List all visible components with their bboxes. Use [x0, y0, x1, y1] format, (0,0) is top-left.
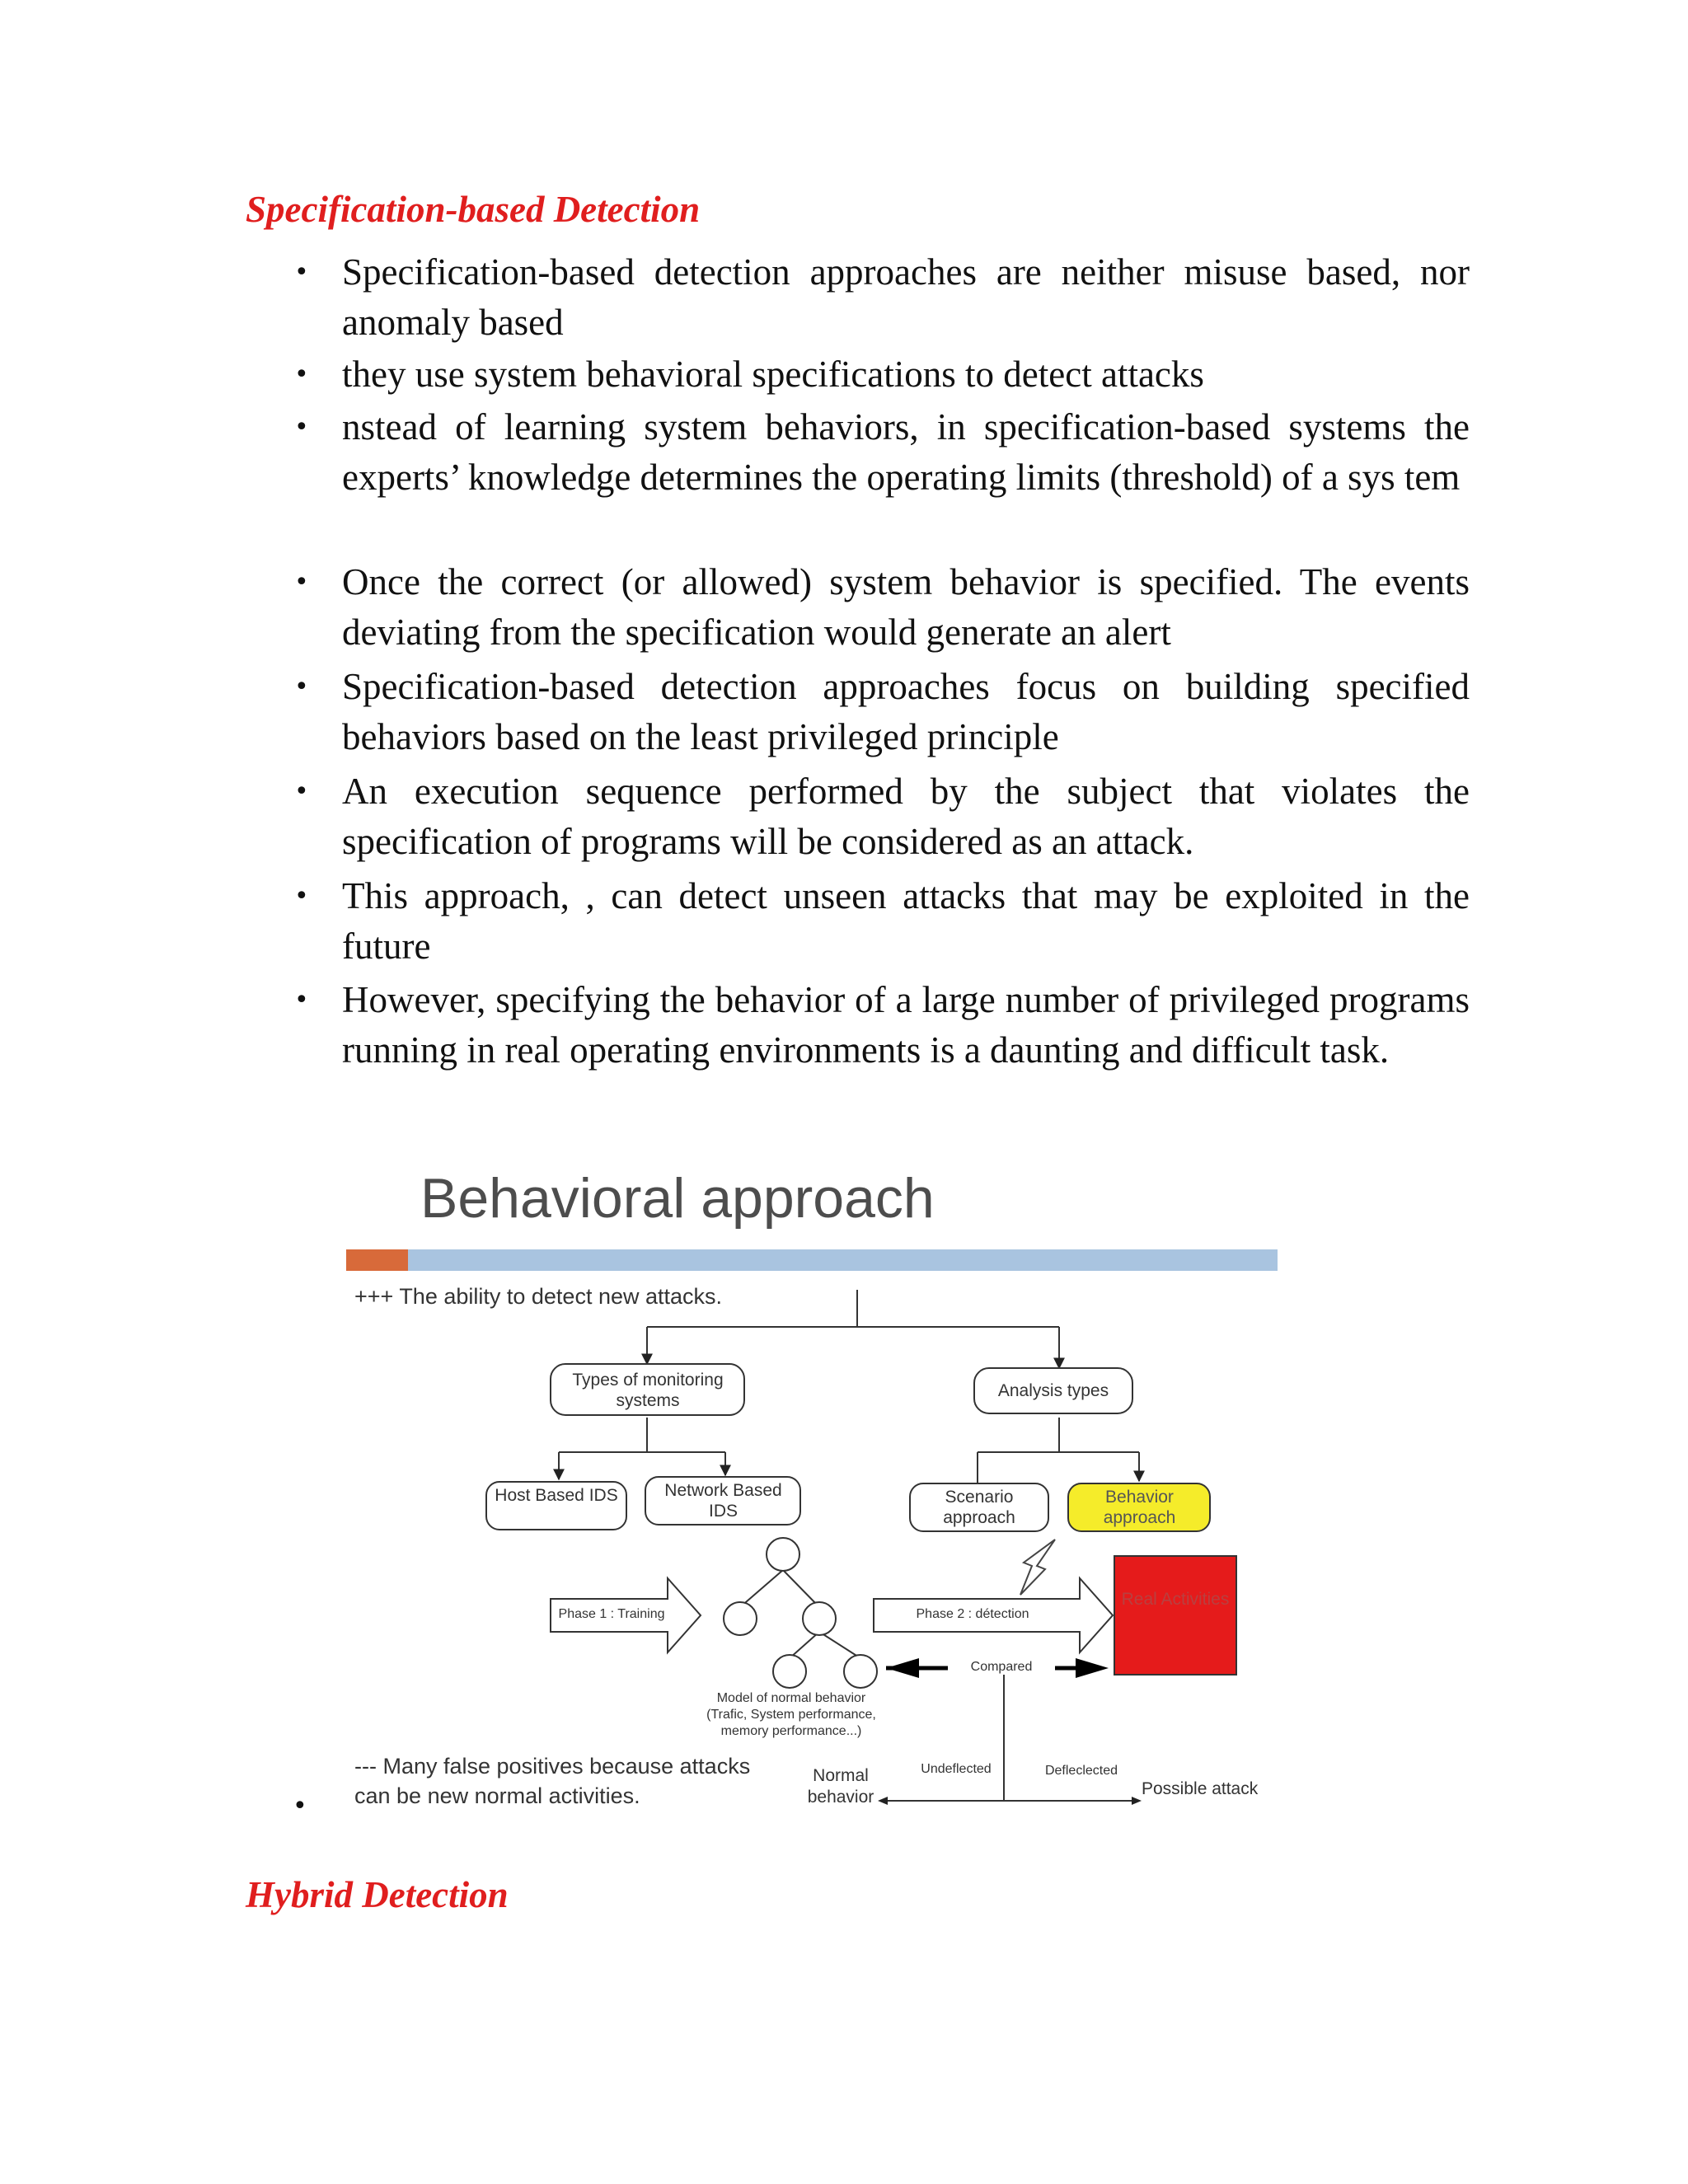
bullet-item	[294, 766, 1470, 867]
bullet-icon: •	[294, 777, 309, 806]
section-heading-specification: Specification-based Detection	[246, 189, 701, 230]
bullet-text: they use system behavioral specifications to detect attacks	[342, 354, 1204, 395]
disadvantage-note-line2: can be new normal activities.	[354, 1783, 640, 1808]
model-label-line2: (Trafic, System performance,	[706, 1708, 876, 1722]
bullet-item	[294, 871, 1470, 972]
types-of-monitoring-label: Types of monitoring systems	[572, 1371, 724, 1410]
model-label-line3: memory performance...)	[720, 1724, 862, 1738]
bullet-icon: •	[294, 258, 309, 287]
phase1-label: Phase 1 : Training	[558, 1607, 665, 1621]
bullet-item	[294, 975, 1470, 1076]
scenario-approach-label: Scenario approach	[943, 1488, 1015, 1527]
bullet-item	[294, 247, 1470, 348]
behavioral-approach-figure	[338, 1146, 1286, 1830]
bullet-icon: •	[294, 986, 309, 1015]
model-label-line1: Model of normal behavior	[716, 1691, 866, 1705]
compared-label: Compared	[948, 1660, 1055, 1675]
bullet-icon: •	[294, 360, 309, 389]
network-based-ids-label: Network Based IDS	[664, 1481, 782, 1521]
bullet-item	[294, 402, 1470, 503]
bullet-text: However, specifying the behavior of a large number of privileged programs running in real operating environments is a daunting and difficult task.	[342, 979, 1470, 1071]
bullet-text: Once the correct (or allowed) system behavior is specified. The events deviating from the specification would generate an alert	[342, 561, 1470, 653]
advantage-note: +++ The ability to detect new attacks.	[354, 1284, 723, 1309]
bullet-text: nstead of learning system behaviors, in specification-based systems the experts’ knowledge determines the operating limits (threshold) of a sys tem	[342, 406, 1470, 498]
bullet-item	[294, 662, 1470, 762]
empty-bullet-icon: •	[293, 1792, 307, 1821]
bullet-text: This approach, , can detect unseen attacks that may be exploited in the future	[342, 875, 1470, 967]
real-activities-label: Real Activities	[1121, 1590, 1230, 1609]
possible-attack-label: Possible attack	[1142, 1779, 1259, 1798]
host-based-ids-label: Host Based IDS	[495, 1486, 618, 1505]
bullet-item	[294, 349, 1470, 400]
figure-title: Behavioral approach	[420, 1167, 935, 1230]
real-activities-box	[1114, 1556, 1236, 1675]
bullet-text: An execution sequence performed by the subject that violates the specification of programs will be considered as an attack.	[342, 771, 1470, 862]
bullet-item	[294, 557, 1470, 658]
disadvantage-note-line1: --- Many false positives because attacks	[354, 1754, 751, 1779]
phase2-label: Phase 2 : détection	[916, 1607, 1029, 1621]
disadvantage-note	[354, 1751, 750, 1811]
undeflected-label: Undeflected	[921, 1762, 992, 1776]
behavior-approach-label: Behavior approach	[1103, 1488, 1176, 1527]
bullet-text: Specification-based detection approaches are neither misuse based, nor anomaly based	[342, 251, 1470, 343]
section-heading-hybrid: Hybrid Detection	[246, 1874, 509, 1915]
deflected-label: Defleclected	[1044, 1764, 1118, 1778]
bullet-icon: •	[294, 673, 309, 701]
normal-behavior-label: Normal behavior	[807, 1766, 874, 1807]
bullet-icon: •	[294, 568, 309, 597]
bullet-icon: •	[294, 882, 309, 911]
bullet-icon: •	[294, 413, 309, 442]
analysis-types-label: Analysis types	[997, 1381, 1109, 1400]
bullet-text: Specification-based detection approaches focus on building specified behaviors based on the least privileged principle	[342, 666, 1470, 757]
